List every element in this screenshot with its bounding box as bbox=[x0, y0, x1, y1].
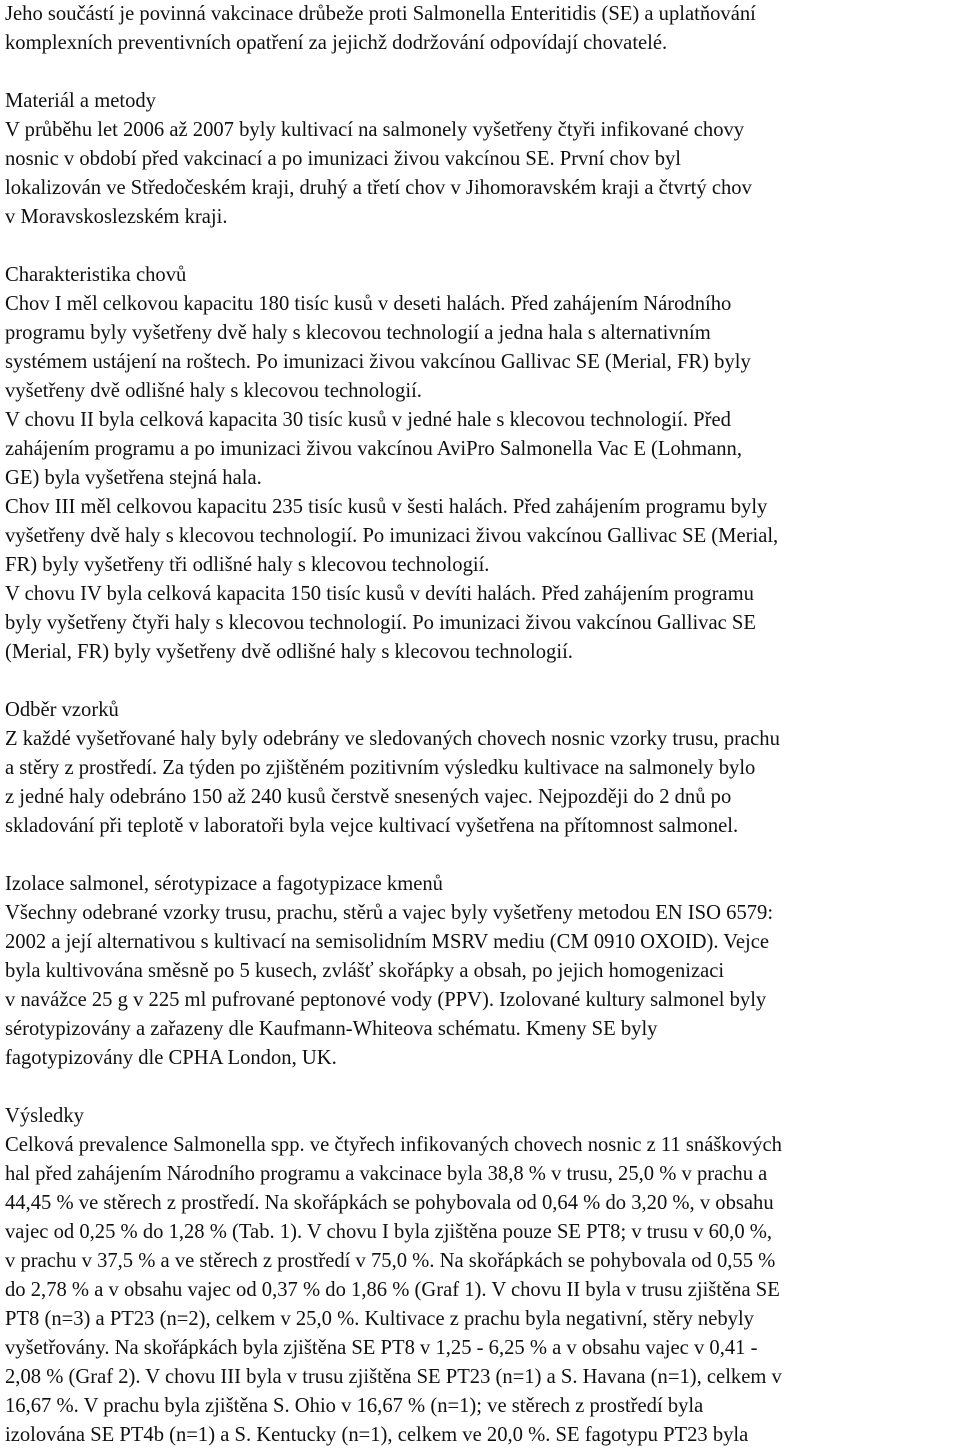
paragraph-gap bbox=[5, 58, 957, 87]
section-heading: Odběr vzorků bbox=[5, 699, 119, 721]
text-line: Z každé vyšetřované haly byly odebrány ve sledovaných chovech nosnic vzorky trusu, prachu bbox=[5, 728, 780, 750]
text-line: vajec od 0,25 % do 1,28 % (Tab. 1). V chovu I byla zjištěna pouze SE PT8; v trusu v 60,0 %, bbox=[5, 1221, 773, 1243]
text-line: v navážce 25 g v 225 ml pufrované peptonové vody (PPV). Izolované kultury salmonel byly bbox=[5, 989, 767, 1011]
text-line: Chov III měl celkovou kapacitu 235 tisíc kusů v šesti halách. Před zahájením programu byly bbox=[5, 496, 768, 518]
paragraph-gap bbox=[5, 232, 957, 261]
text-line: Všechny odebrané vzorky trusu, prachu, stěrů a vajec byly vyšetřeny metodou EN ISO 6579: bbox=[5, 902, 774, 924]
section-heading: Výsledky bbox=[5, 1105, 84, 1127]
text-line: izolována SE PT4b (n=1) a S. Kentucky (n=1), celkem ve 20,0 %. SE fagotypu PT23 byla bbox=[5, 1424, 749, 1446]
text-line: lokalizován ve Středočeském kraji, druhý a třetí chov v Jihomoravském kraji a čtvrtý chov bbox=[5, 177, 752, 199]
text-line: 2,08 % (Graf 2). V chovu III byla v trusu zjištěna SE PT23 (n=1) a S. Havana (n=1), celkem v bbox=[5, 1366, 782, 1388]
results-section bbox=[5, 1102, 957, 1450]
section-heading: Materiál a metody bbox=[5, 90, 156, 112]
text-line: systémem ustájení na roštech. Po imunizaci živou vakcínou Gallivac SE (Merial, FR) byly bbox=[5, 351, 751, 373]
text-line: 2002 a její alternativou s kultivací na semisolidním MSRV mediu (CM 0910 OXOID). Vejce bbox=[5, 931, 770, 953]
text-line: Jeho součástí je povinná vakcinace drůbeže proti Salmonella Enteritidis (SE) a uplatňování bbox=[5, 3, 756, 25]
text-line: sérotypizovány a zařazeny dle Kaufmann-Whiteova schématu. Kmeny SE byly bbox=[5, 1018, 658, 1040]
text-line: FR) byly vyšetřeny tři odlišné haly s klecovou technologií. bbox=[5, 554, 490, 576]
text-line: 16,67 %. V prachu byla zjištěna S. Ohio v 16,67 % (n=1); ve stěrech z prostředí byla bbox=[5, 1395, 704, 1417]
isolation-section bbox=[5, 870, 957, 1073]
text-line: a stěry z prostředí. Za týden po zjištěném pozitivním výsledku kultivace na salmonely bylo bbox=[5, 757, 756, 779]
text-line: byly vyšetřeny čtyři haly s klecovou technologií. Po imunizaci živou vakcínou Gallivac SE bbox=[5, 612, 756, 634]
text-line: komplexních preventivních opatření za jejichž dodržování odpovídají chovatelé. bbox=[5, 32, 668, 54]
text-line: v Moravskoslezském kraji. bbox=[5, 206, 228, 228]
text-line: Chov I měl celkovou kapacitu 180 tisíc kusů v deseti halách. Před zahájením Národního bbox=[5, 293, 732, 315]
farm-characteristics-section bbox=[5, 261, 957, 667]
intro-paragraph bbox=[5, 0, 957, 58]
paragraph-gap bbox=[5, 667, 957, 696]
text-line: V průběhu let 2006 až 2007 byly kultivací na salmonely vyšetřeny čtyři infikované chovy bbox=[5, 119, 745, 141]
paragraph-gap bbox=[5, 841, 957, 870]
text-line: Celková prevalence Salmonella spp. ve čtyřech infikovaných chovech nosnic z 11 snáškových bbox=[5, 1134, 782, 1156]
text-line: programu byly vyšetřeny dvě haly s klecovou technologií a jedna hala s alternativním bbox=[5, 322, 711, 344]
text-line: hal před zahájením Národního programu a vakcinace byla 38,8 % v trusu, 25,0 % v prachu a bbox=[5, 1163, 768, 1185]
text-line: nosnic v období před vakcinací a po imunizaci živou vakcínou SE. První chov byl bbox=[5, 148, 682, 170]
paragraph-gap bbox=[5, 1073, 957, 1102]
text-line: byla kultivována směsně po 5 kusech, zvlášť skořápky a obsah, po jejich homogenizaci bbox=[5, 960, 725, 982]
section-heading: Charakteristika chovů bbox=[5, 264, 187, 286]
text-line: PT8 (n=3) a PT23 (n=2), celkem v 25,0 %. Kultivace z prachu byla negativní, stěry nebyly bbox=[5, 1308, 754, 1330]
sampling-section bbox=[5, 696, 957, 841]
section-heading: Izolace salmonel, sérotypizace a fagotypizace kmenů bbox=[5, 873, 443, 895]
text-line: zahájením programu a po imunizaci živou vakcínou AviPro Salmonella Vac E (Lohmann, bbox=[5, 438, 742, 460]
text-line: vyšetřovány. Na skořápkách byla zjištěna SE PT8 v 1,25 - 6,25 % a v obsahu vajec v 0,41 - bbox=[5, 1337, 758, 1359]
materials-methods-section bbox=[5, 87, 957, 232]
text-line: v prachu v 37,5 % a ve stěrech z prostředí v 75,0 %. Na skořápkách se pohybovala od 0,55 % bbox=[5, 1250, 776, 1272]
text-line: fagotypizovány dle CPHA London, UK. bbox=[5, 1047, 337, 1069]
text-line: z jedné haly odebráno 150 až 240 kusů čerstvě snesených vajec. Nejpozději do 2 dnů po bbox=[5, 786, 732, 808]
text-line: skladování při teplotě v laboratoři byla vejce kultivací vyšetřena na přítomnost salmonel. bbox=[5, 815, 739, 837]
text-line: GE) byla vyšetřena stejná hala. bbox=[5, 467, 262, 489]
text-line: vyšetřeny dvě odlišné haly s klecovou technologií. bbox=[5, 380, 422, 402]
text-line: V chovu II byla celková kapacita 30 tisíc kusů v jedné hale s klecovou technologií. Před bbox=[5, 409, 731, 431]
text-line: V chovu IV byla celková kapacita 150 tisíc kusů v devíti halách. Před zahájením programu bbox=[5, 583, 754, 605]
text-line: vyšetřeny dvě haly s klecovou technologií. Po imunizaci živou vakcínou Gallivac SE (Merial, bbox=[5, 525, 779, 547]
text-line: 44,45 % ve stěrech z prostředí. Na skořápkách se pohybovala od 0,64 % do 3,20 %, v obsahu bbox=[5, 1192, 774, 1214]
document-page bbox=[5, 0, 957, 1450]
text-line: do 2,78 % a v obsahu vajec od 0,37 % do 1,86 % (Graf 1). V chovu II byla v trusu zjištěna SE bbox=[5, 1279, 780, 1301]
text-line: (Merial, FR) byly vyšetřeny dvě odlišné haly s klecovou technologií. bbox=[5, 641, 573, 663]
